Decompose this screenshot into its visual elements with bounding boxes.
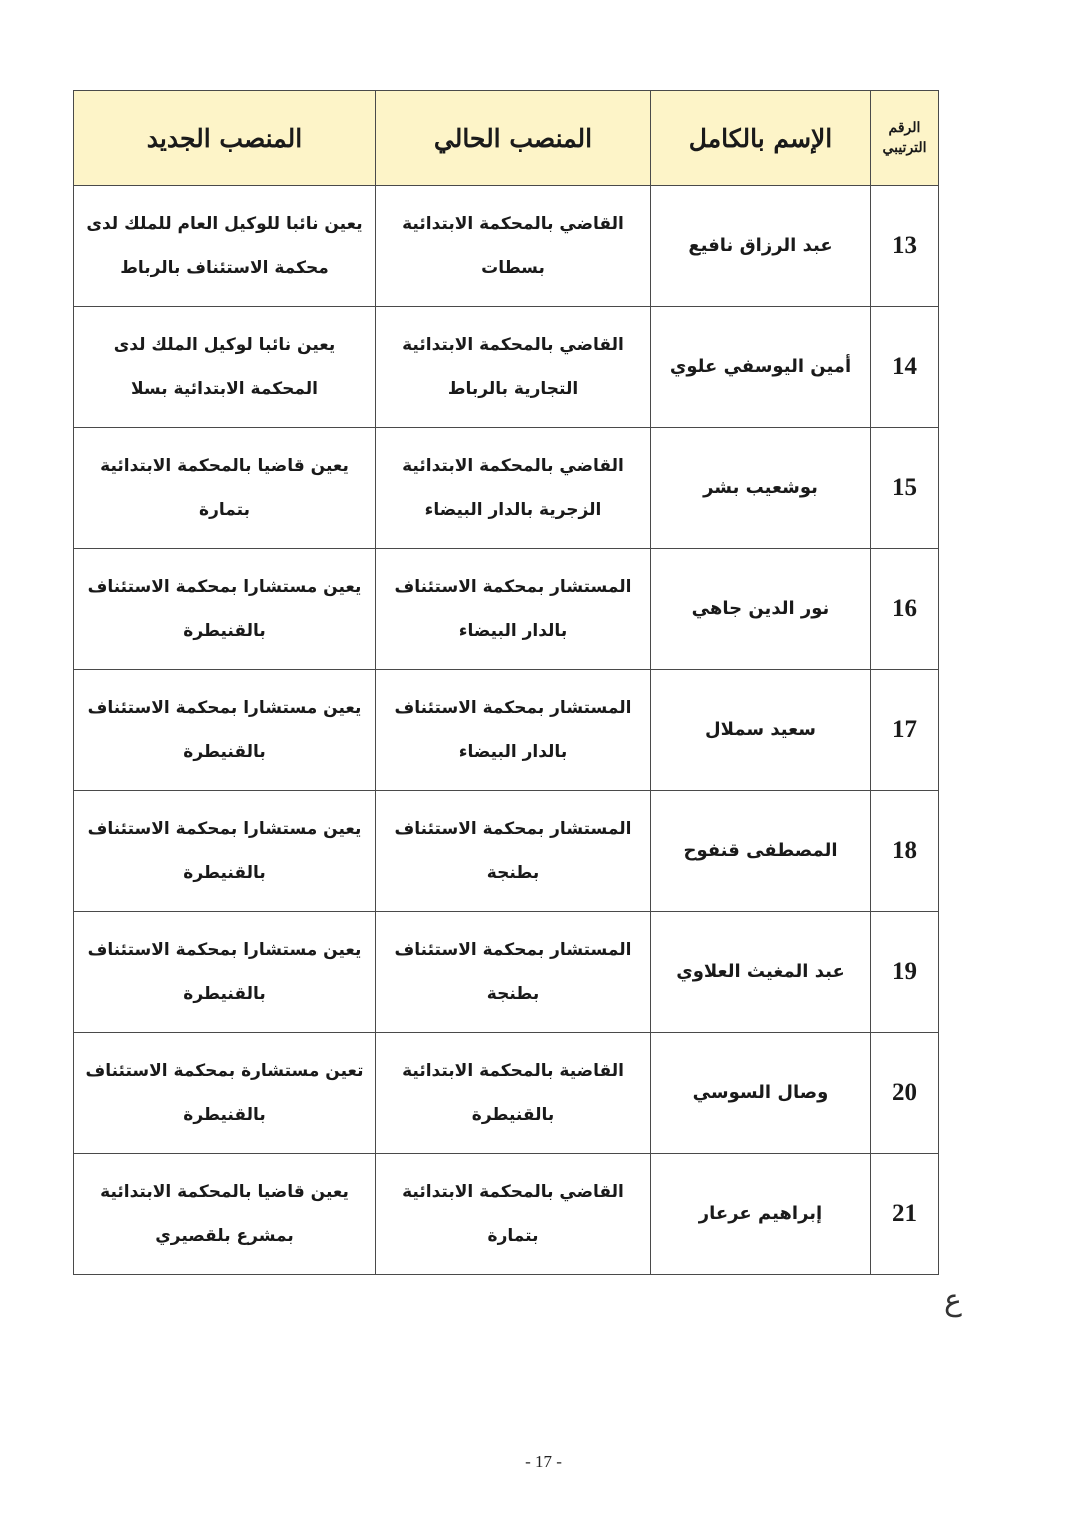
row-name: سعيد سملال (651, 670, 871, 791)
row-new-position: يعين مستشارا بمحكمة الاستئناف بالقنيطرة (74, 549, 376, 670)
table-body (74, 186, 939, 1275)
row-number: 21 (871, 1154, 939, 1275)
row-number: 13 (871, 186, 939, 307)
header-number: الرقم الترتيبي (871, 91, 939, 186)
row-new-position: يعين مستشارا بمحكمة الاستئناف بالقنيطرة (74, 912, 376, 1033)
row-name: المصطفى قنفوح (651, 791, 871, 912)
row-current-position: القاضي بالمحكمة الابتدائية بتمارة (376, 1154, 651, 1275)
table-row (74, 1154, 939, 1275)
row-name: إبراهيم عرعار (651, 1154, 871, 1275)
row-new-position: يعين نائبا للوكيل العام للملك لدى محكمة الاستئناف بالرباط (74, 186, 376, 307)
row-number: 20 (871, 1033, 939, 1154)
table-row (74, 549, 939, 670)
row-new-position: تعين مستشارة بمحكمة الاستئناف بالقنيطرة (74, 1033, 376, 1154)
header-row (74, 91, 939, 186)
page-number: - 17 - (525, 1452, 562, 1471)
header-current-position: المنصب الحالي (376, 91, 651, 186)
row-current-position: القاضي بالمحكمة الابتدائية الزجرية بالدار البيضاء (376, 428, 651, 549)
row-current-position: المستشار بمحكمة الاستئناف بطنجة (376, 791, 651, 912)
table-row (74, 186, 939, 307)
row-current-position: القاضي بالمحكمة الابتدائية بسطات (376, 186, 651, 307)
header-name: الإسم بالكامل (651, 91, 871, 186)
row-name: عبد المغيث العلاوي (651, 912, 871, 1033)
row-current-position: المستشار بمحكمة الاستئناف بطنجة (376, 912, 651, 1033)
table-row (74, 912, 939, 1033)
row-name: أمين اليوسفي علوي (651, 307, 871, 428)
row-number: 18 (871, 791, 939, 912)
row-name: بوشعيب بشر (651, 428, 871, 549)
table-header (74, 91, 939, 186)
row-new-position: يعين مستشارا بمحكمة الاستئناف بالقنيطرة (74, 670, 376, 791)
appointments-table (73, 90, 939, 1275)
handwritten-initials: ع (944, 1283, 962, 1318)
row-current-position: المستشار بمحكمة الاستئناف بالدار البيضاء (376, 670, 651, 791)
row-name: نور الدين جاهي (651, 549, 871, 670)
row-new-position: يعين قاضيا بالمحكمة الابتدائية بتمارة (74, 428, 376, 549)
row-number: 19 (871, 912, 939, 1033)
row-number: 17 (871, 670, 939, 791)
table-row (74, 307, 939, 428)
row-number: 15 (871, 428, 939, 549)
row-new-position: يعين نائبا لوكيل الملك لدى المحكمة الابتدائية بسلا (74, 307, 376, 428)
table-row (74, 1033, 939, 1154)
table-row (74, 428, 939, 549)
row-new-position: يعين قاضيا بالمحكمة الابتدائية بمشرع بلقصيري (74, 1154, 376, 1275)
row-current-position: القاضية بالمحكمة الابتدائية بالقنيطرة (376, 1033, 651, 1154)
row-name: عبد الرزاق نافيع (651, 186, 871, 307)
row-current-position: المستشار بمحكمة الاستئناف بالدار البيضاء (376, 549, 651, 670)
row-number: 14 (871, 307, 939, 428)
row-current-position: القاضي بالمحكمة الابتدائية التجارية بالرباط (376, 307, 651, 428)
row-number: 16 (871, 549, 939, 670)
row-new-position: يعين مستشارا بمحكمة الاستئناف بالقنيطرة (74, 791, 376, 912)
row-name: وصال السوسي (651, 1033, 871, 1154)
table-row (74, 670, 939, 791)
header-new-position: المنصب الجديد (74, 91, 376, 186)
table-row (74, 791, 939, 912)
